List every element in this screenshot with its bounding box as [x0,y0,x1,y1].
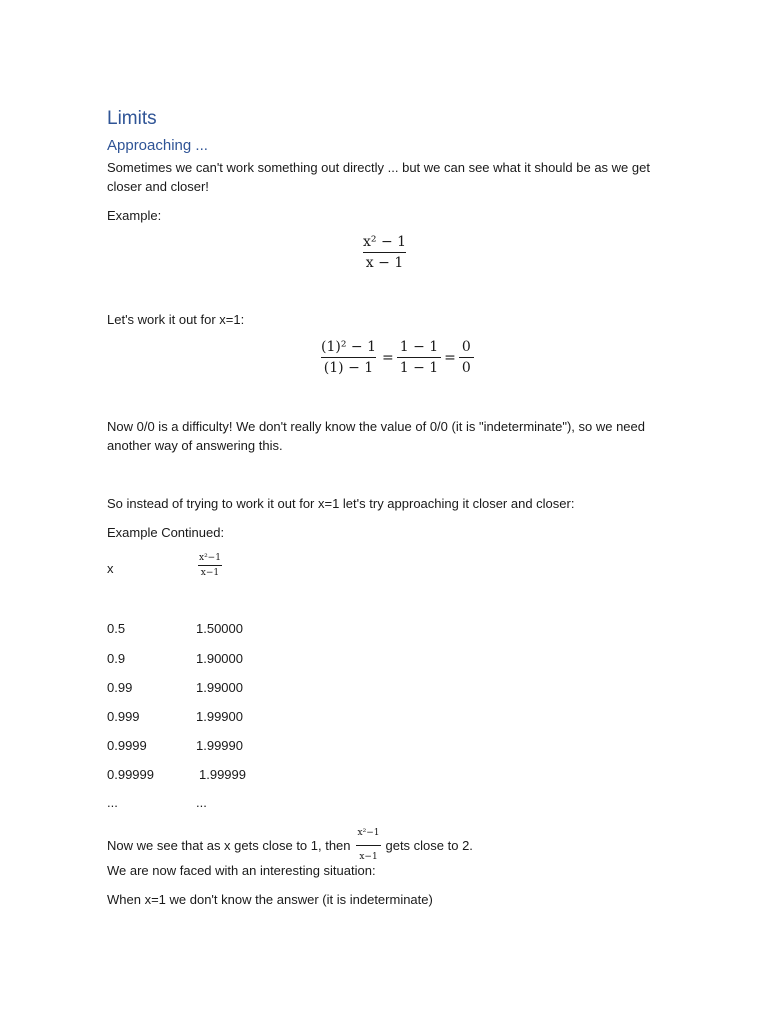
main-fraction [360,234,409,271]
table-header-numerator: x²−1 [199,553,221,563]
main-fraction-denominator: x − 1 [363,252,406,271]
eval-frac2-numerator: 1 − 1 [399,339,439,355]
table-row-value: 1.99000 [196,680,243,695]
eval-frac1-numerator: (1)² − 1 [321,339,376,355]
eval-frac1-denominator: (1) − 1 [321,357,376,376]
section-subtitle: Approaching ... [107,137,208,154]
when-x1-text: When x=1 we don't know the answer (it is indeterminate) [107,892,433,907]
table-row-x: 0.5 [107,621,126,636]
equals-sign: = [444,349,456,366]
example-label: Example: [107,208,162,223]
evaluation-equation [318,339,474,376]
table-header-fraction [196,553,224,578]
page-title: Limits [107,108,157,129]
main-fraction-numerator: x² − 1 [363,234,407,250]
eval-frac2-denominator: 1 − 1 [397,357,441,376]
table-row-value: 1.90000 [196,651,243,666]
example-continued-label: Example Continued: [107,525,225,540]
equals-sign: = [381,349,394,366]
table-row-value: 1.99900 [196,709,243,724]
table-row-x: ... [107,795,118,810]
table-row-x: 0.9999 [107,738,147,753]
conclusion-fraction-numerator: x²−1 [357,828,380,838]
table-header-x: x [107,561,114,576]
table-row-x: 0.99 [107,680,133,695]
situation-text: We are now faced with an interesting situation: [107,863,376,878]
eval-frac3-denominator: 0 [459,357,474,376]
table-row-x: 0.999 [107,709,140,724]
table-row-x: 0.9 [107,651,126,666]
intro-line-1: Sometimes we can't work something out directly ... but we can see what it should be as we get [107,160,650,175]
table-header-denominator: x−1 [198,565,222,578]
difficulty-line-1: Now 0/0 is a difficulty! We don't really know the value of 0/0 (it is "indeterminate"), so we need [107,419,645,434]
conclusion-prefix: Now we see that as x gets close to 1, then [107,838,351,853]
conclusion-suffix: gets close to 2. [385,838,473,853]
difficulty-line-2: another way of answering this. [107,438,283,453]
eval-frac3-numerator: 0 [461,339,471,355]
conclusion-fraction-denominator: x−1 [356,845,380,867]
table-row-value: 1.99990 [196,738,243,753]
intro-line-2: closer and closer! [107,179,209,194]
table-row-value: 1.99999 [199,767,246,782]
table-row-value: 1.50000 [196,621,243,636]
work-out-label: Let's work it out for x=1: [107,312,245,327]
table-row-x: 0.99999 [107,767,154,782]
approach-text: So instead of trying to work it out for x=1 let's try approaching it closer and closer: [107,496,575,511]
table-row-value: ... [196,795,207,810]
